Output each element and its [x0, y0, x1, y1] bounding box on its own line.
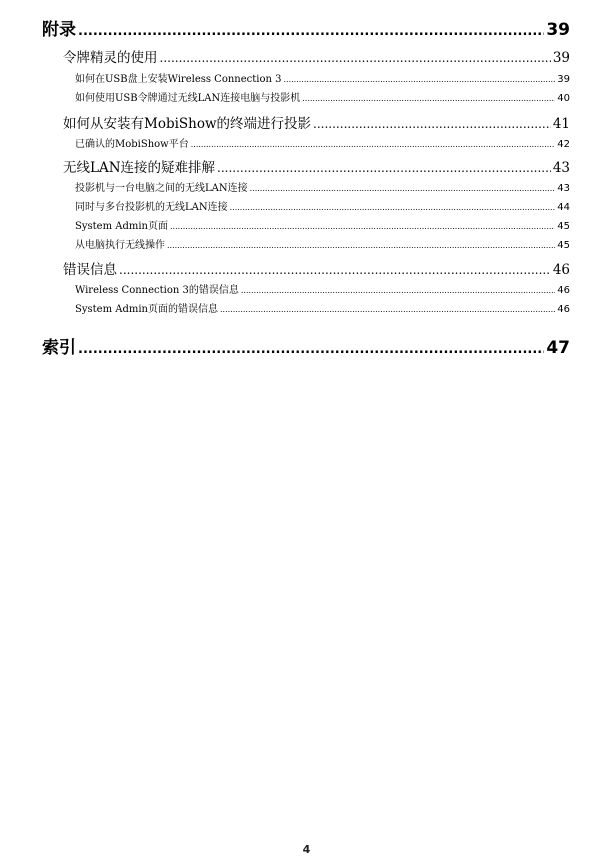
toc-page-number: 46	[557, 304, 570, 315]
toc-entry-error-messages[interactable]	[63, 261, 570, 280]
toc-page-number: 46	[557, 285, 570, 296]
toc-entry-system-admin-page[interactable]	[75, 219, 570, 234]
dot-leader	[119, 261, 551, 280]
dot-leader	[241, 283, 555, 298]
dot-leader	[191, 137, 556, 152]
toc-title: 索引	[42, 338, 76, 358]
toc-title: 已确认的MobiShow平台	[75, 139, 189, 150]
toc-entry-mobishow-platforms[interactable]	[75, 137, 570, 152]
toc-page-number: 39	[552, 50, 570, 66]
toc-page-number: 40	[557, 93, 570, 104]
toc-title: 同时与多台投影机的无线LAN连接	[75, 202, 228, 213]
toc-entry-wlan-troubleshooting[interactable]	[63, 159, 570, 178]
toc-page-number: 39	[557, 74, 570, 85]
dot-leader	[217, 159, 551, 178]
dot-leader	[283, 72, 555, 87]
toc-page-number: 42	[557, 139, 570, 150]
dot-leader	[250, 181, 556, 196]
toc-entry-appendix[interactable]	[42, 19, 570, 41]
toc-entry-wireless-from-pc[interactable]	[75, 238, 570, 253]
dot-leader	[160, 49, 551, 68]
toc-page-number: 43	[552, 160, 570, 176]
toc-page-number: 45	[557, 240, 570, 251]
toc-page-number: 41	[552, 116, 570, 132]
toc-page-number: 44	[557, 202, 570, 213]
dot-leader	[78, 339, 544, 361]
toc-title: 从电脑执行无线操作	[75, 240, 165, 251]
toc-entry-wc3-errors[interactable]	[75, 283, 570, 298]
toc-page-number: 45	[557, 221, 570, 232]
dot-leader	[230, 200, 556, 215]
dot-leader	[170, 219, 555, 234]
toc-page-number: 43	[557, 183, 570, 194]
dot-leader	[78, 21, 544, 43]
dot-leader	[313, 115, 551, 134]
toc-entry-index[interactable]	[42, 337, 570, 359]
toc-entry-install-usb[interactable]	[75, 72, 570, 87]
toc-page-number: 39	[546, 20, 570, 40]
toc-entry-sysadmin-errors[interactable]	[75, 302, 570, 317]
toc-title: 错误信息	[63, 262, 117, 278]
toc-title: 附录	[42, 20, 76, 40]
toc-title: 令牌精灵的使用	[63, 50, 158, 66]
toc-entry-multi-projectors[interactable]	[75, 200, 570, 215]
toc-entry-projector-one-pc[interactable]	[75, 181, 570, 196]
toc-title: System Admin页面的错误信息	[75, 304, 218, 315]
toc-title: 如何在USB盘上安装Wireless Connection 3	[75, 74, 282, 85]
toc-page-number: 47	[546, 338, 570, 358]
toc-entry-mobishow-projection[interactable]	[63, 115, 570, 134]
page-number: 4	[302, 843, 311, 856]
toc-title: 无线LAN连接的疑难排解	[63, 160, 216, 176]
toc-title: 投影机与一台电脑之间的无线LAN连接	[75, 183, 248, 194]
dot-leader	[220, 302, 555, 317]
toc-title: System Admin页面	[75, 221, 168, 232]
toc-title: 如何从安装有MobiShow的终端进行投影	[63, 116, 312, 132]
toc-entry-token-wizard[interactable]	[63, 49, 570, 68]
dot-leader	[167, 238, 555, 253]
toc-page-number: 46	[552, 262, 570, 278]
toc-title: Wireless Connection 3的错误信息	[75, 285, 239, 296]
toc-title: 如何使用USB令牌通过无线LAN连接电脑与投影机	[75, 93, 301, 104]
dot-leader	[302, 91, 555, 106]
toc-entry-usb-token-connect[interactable]	[75, 91, 570, 106]
